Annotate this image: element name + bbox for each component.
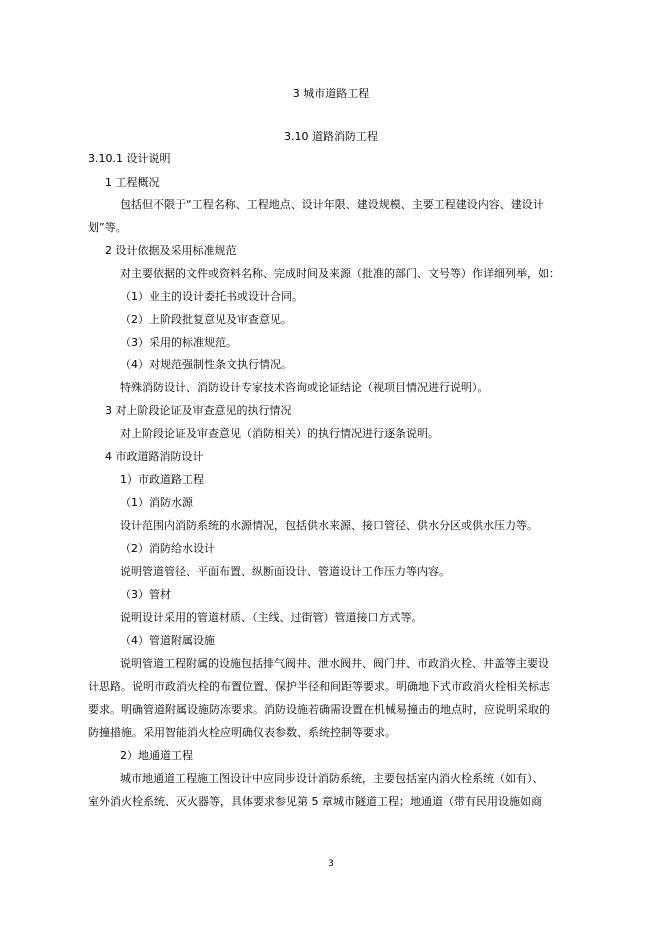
- paragraph-line: 特殊消防设计、消防设计专家技术咨询或论证结论（视项目情况进行说明）。: [120, 381, 489, 394]
- paragraph-line: 计思路。说明市政消火栓的布置位置、保护半径和间距等要求。明确地下式市政消火栓相关标志: [88, 680, 550, 693]
- subheading-auxiliary-facilities: （4）管道附属设施: [120, 634, 215, 647]
- subheading-pipe-material: （3）管材: [120, 588, 171, 601]
- paragraph-line: 说明设计采用的管道材质、（主线、过街管）管道接口方式等。: [120, 611, 423, 624]
- heading-review-implementation: 3 对上阶段论证及审查意见的执行情况: [105, 404, 292, 417]
- subheading-water-source: （1）消防水源: [120, 496, 193, 509]
- list-item: （3）采用的标准规范。: [120, 336, 237, 349]
- heading-project-overview: 1 工程概况: [105, 176, 160, 189]
- subheading-road-engineering: 1）市政道路工程: [120, 473, 204, 486]
- paragraph-line: 划”等。: [88, 221, 127, 234]
- paragraph-line: 对上阶段论证及审查意见（消防相关）的执行情况进行逐条说明。: [120, 427, 439, 440]
- page-number: 3: [328, 859, 334, 869]
- heading-fire-design: 4 市政道路消防设计: [105, 450, 204, 463]
- paragraph-line: 对主要依据的文件或资料名称、完成时间及来源（批准的部门、文号等）作详细列举，如：: [120, 267, 560, 280]
- subsection-heading: 3.10.1 设计说明: [88, 152, 171, 165]
- chapter-title: 3 城市道路工程: [292, 87, 370, 100]
- paragraph-line: 防撞措施。采用智能消火栓应明确仪表参数、系统控制等要求。: [88, 726, 396, 739]
- subheading-underpass-engineering: 2）地通道工程: [120, 749, 193, 762]
- paragraph-line: 室外消火栓系统、灭火器等，具体要求参见第 5 章城市隧道工程；地通道（带有民用设施如商: [88, 795, 542, 808]
- list-item: （4）对规范强制性条文执行情况。: [120, 358, 292, 371]
- paragraph-line: 城市地通道工程施工图设计中应同步设计消防系统，主要包括室内消火栓系统（如有）、: [120, 772, 544, 785]
- section-title: 3.10 道路消防工程: [284, 130, 378, 143]
- subheading-water-supply: （2）消防给水设计: [120, 542, 215, 555]
- list-item: （2）上阶段批复意见及审查意见。: [120, 313, 292, 326]
- paragraph-line: 包括但不限于“工程名称、工程地点、设计年限、建设规模、主要工程建设内容、建设计: [120, 198, 544, 211]
- paragraph-line: 设计范围内消防系统的水源情况，包括供水来源、接口管径、供水分区或供水压力等。: [120, 519, 538, 532]
- paragraph-line: 说明管道管径、平面布置、纵断面设计、管道设计工作压力等内容。: [120, 565, 450, 578]
- paragraph-line: 说明管道工程附属的设施包括排气阀井、泄水阀井、阀门井、市政消火栓、井盖等主要设: [120, 657, 549, 670]
- list-item: （1）业主的设计委托书或设计合同。: [120, 290, 303, 303]
- heading-design-basis: 2 设计依据及采用标准规范: [105, 244, 237, 257]
- paragraph-line: 要求。明确管道附属设施防冻要求。消防设施若确需设置在机械易撞击的地点时，应说明采取的: [88, 703, 550, 716]
